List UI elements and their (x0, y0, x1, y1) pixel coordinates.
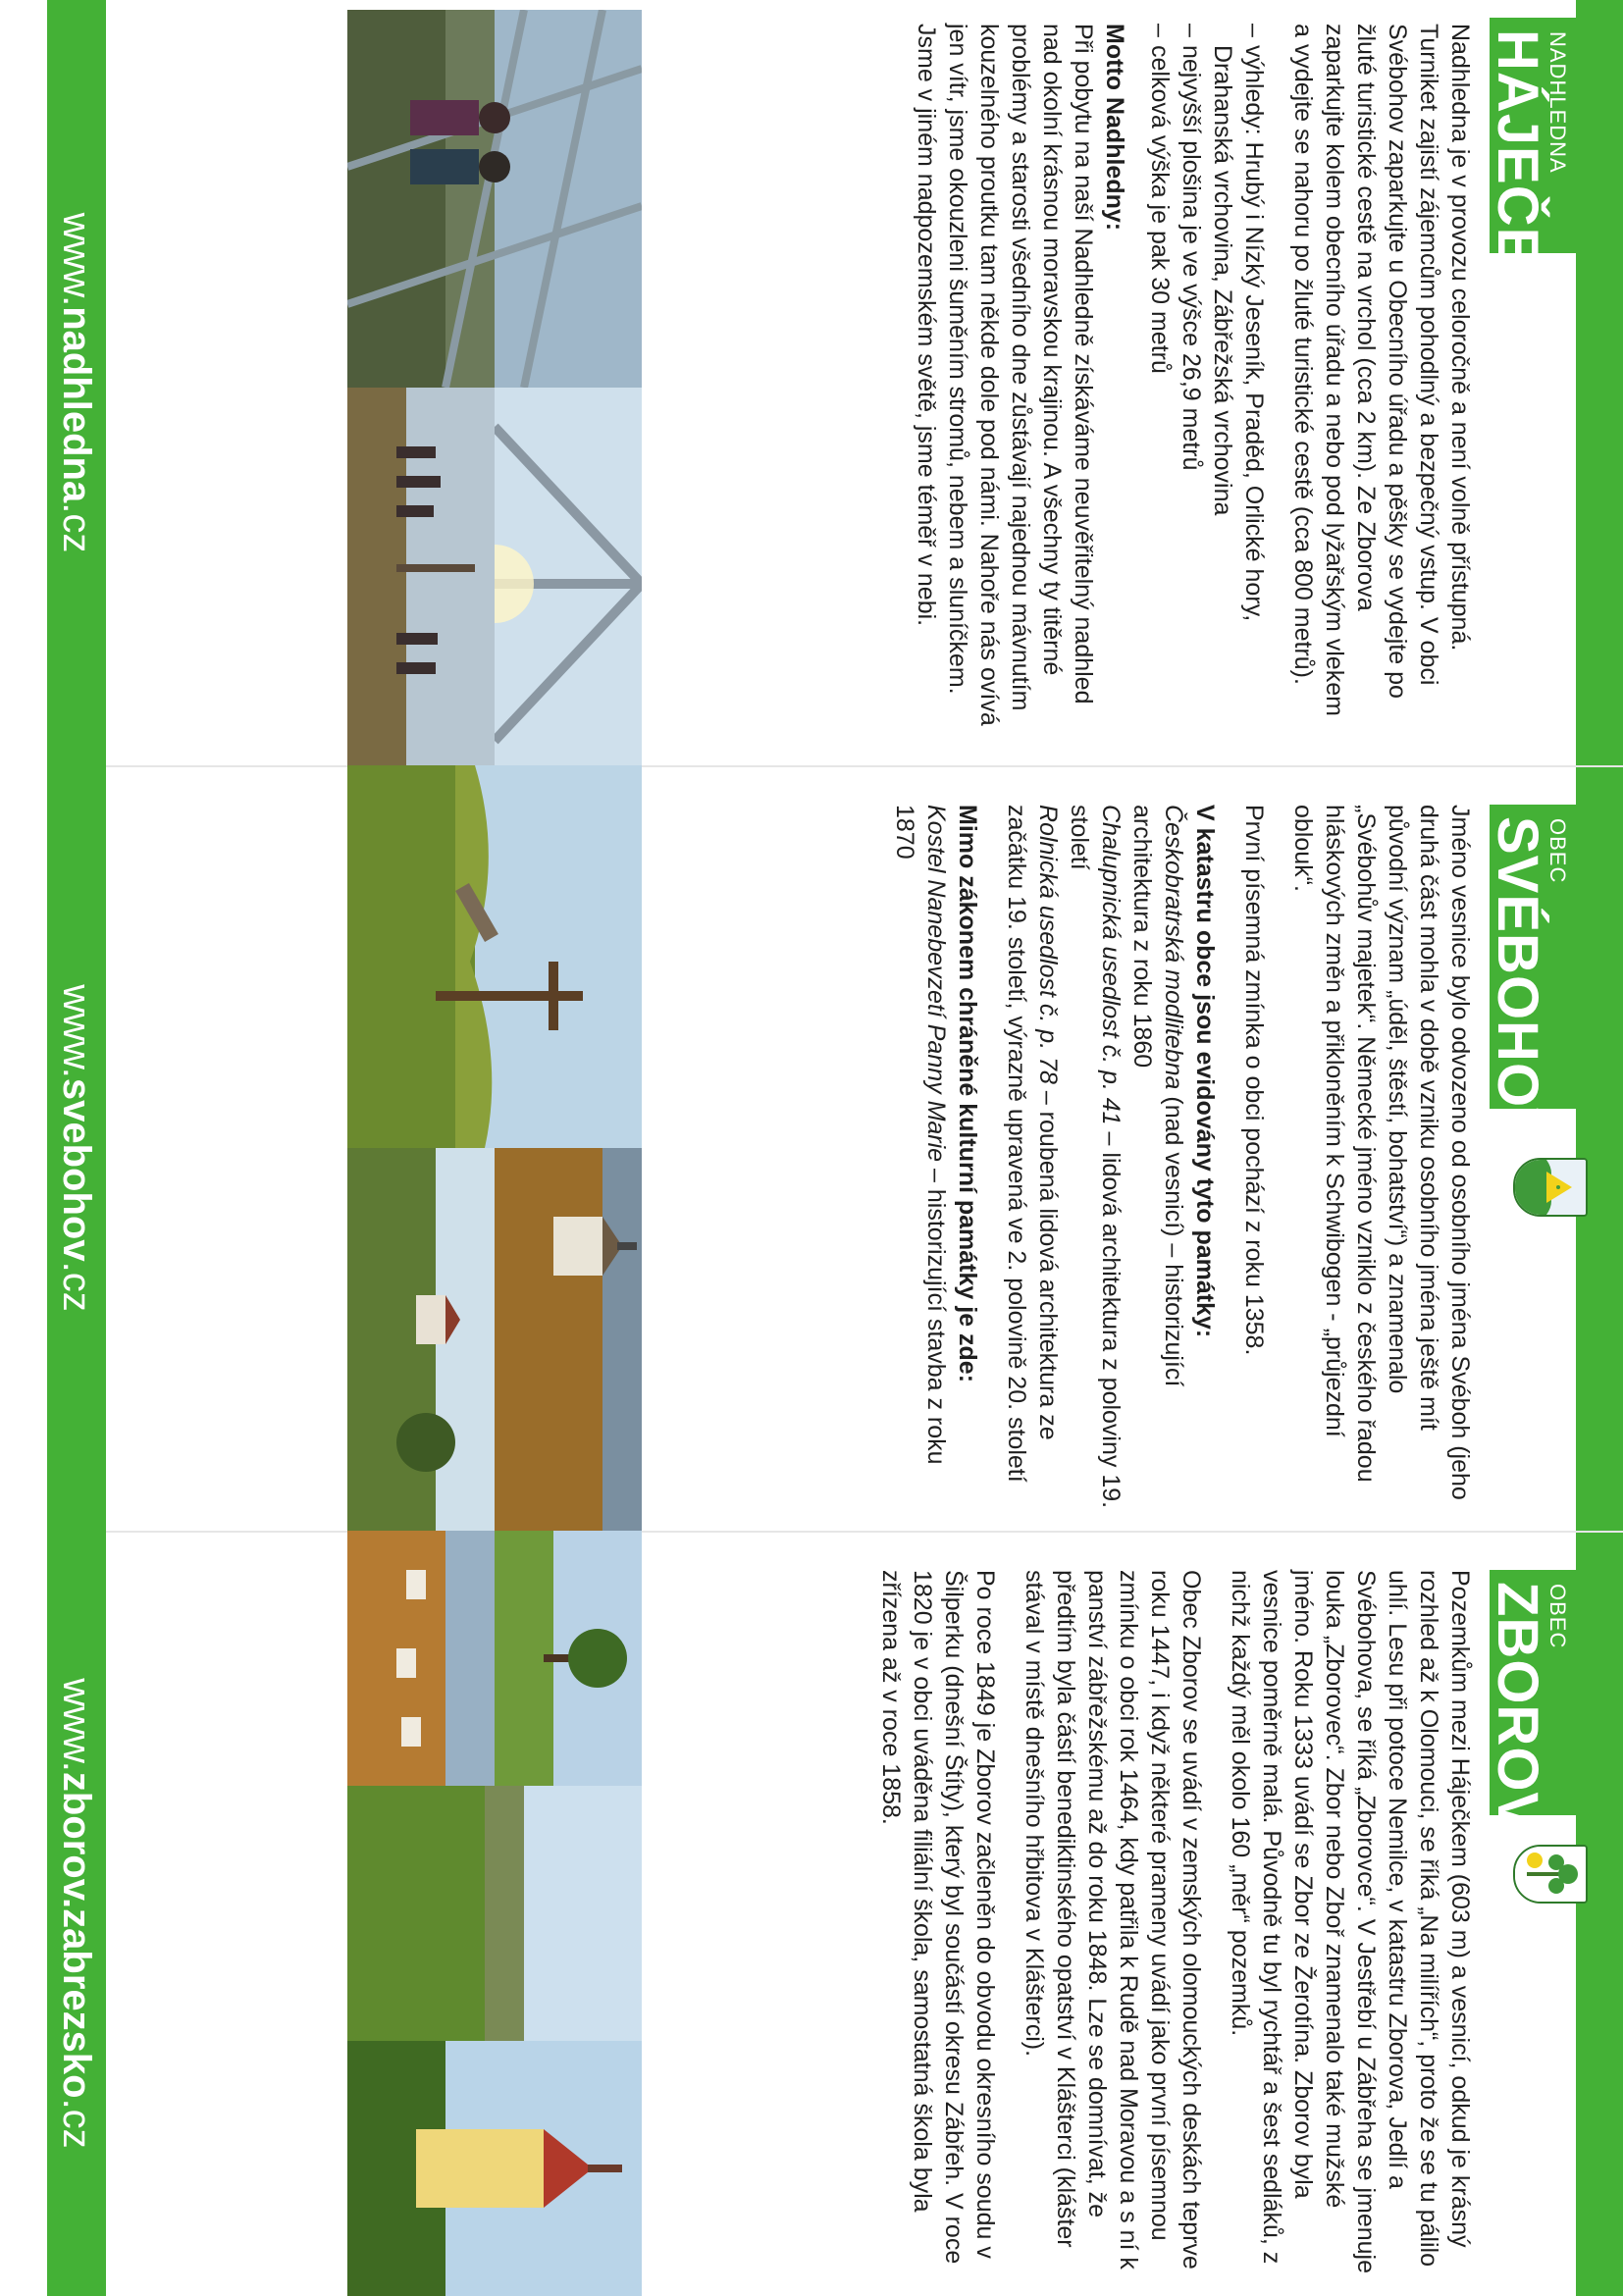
extra-monument (889, 805, 952, 1511)
photo-church-autumn (495, 1148, 642, 1531)
monuments-title: V katastru obce jsou evidovány tyto památky: (1191, 805, 1219, 1338)
zborov-coat-of-arms (1513, 1845, 1588, 1904)
hajecek-title: HÁJEČEK (1486, 29, 1549, 309)
list-item: – nejvyšší plošina je ve výšce 26,9 metrů (1176, 24, 1207, 730)
www-prefix: www. (55, 212, 98, 307)
monument-2-name: Chalupnická usedlost č. p. 41 (1097, 805, 1125, 1125)
hajecek-text (893, 24, 1476, 730)
zborov-paragraph-1: Pozemkům mezi Háječkem (603 m) a vesnicí, odkud je krásný rozhled až k Olomouci, se říká „Na milířích“, proto že se tu pálilo uhlí. Lesu při potoce Nemilce, v katastru Zborova, Jedlí a Svébohova, se říká „Zborovce“. V Jestřebí u Zábřeha se jmenuje louka „Zborovec“. Zbor nebo Zboř znamenalo také mužské jméno. Roku 1333 uvádí se Zbor ze Žerotína. Zborov byla vesnice poměrně malá. Původně tu byl rychtář a šest sedláků, z nichž každý měl okolo 160 „měr“ pozemků. (1227, 1570, 1474, 2274)
bottom-margin (0, 0, 47, 2296)
zborov-kicker: OBEC (1545, 1584, 1570, 1649)
monument-3 (1001, 805, 1064, 1511)
www-suffix: .cz (55, 502, 98, 553)
hajecek-paragraph: Nadhledna je v provozu celoročně a není volně přístupná. Turniket zajistí zájemcům pohodlný a bezpečný vstup. V obci Svébohov zaparkujte u Obecního úřadu a pěšky se vydejte po žluté turistické cestě na vrchol (cca 2 km). Ze Zborova zaparkujte kolem obecního úřadu a nebo pod lyžařským vlekem a vydejte se nahoru po žluté turistické cestě (cca 800 metrů). (1289, 24, 1474, 716)
www-prefix: www. (55, 1678, 98, 1772)
zborov-paragraph-3: Po roce 1849 je Zborov začleněn do obvodu okresního soudu v Šilperku (dnešní Štíty), který byl součástí okresu Zábřeh. V roce 1820 je v obci uváděna filiální škola, samostatná škola byla zřízena až v roce 1858. (877, 1570, 999, 2265)
monument-3-desc: – roubená lidová architektura ze začátku 19. století, výrazně upravená ve 2. polovině 20. století (1003, 805, 1062, 1483)
photo-tower-visitors (347, 10, 642, 388)
www-suffix: .cz (55, 1261, 98, 1312)
www-svebohov (47, 765, 106, 1531)
svebohov-title: SVÉBOHOV (1486, 816, 1549, 1147)
photo-village-view (347, 1148, 495, 1531)
www-suffix: .cz (55, 2098, 98, 2149)
extra-title: Mimo zákonem chráněné kulturní památky je zde: (954, 805, 981, 1383)
monument-1 (1126, 805, 1189, 1511)
monument-3-name: Rolnická usedlost č. p. 78 (1034, 805, 1062, 1084)
list-item: – celková výška je pak 30 metrů (1144, 24, 1176, 730)
motto-text: Při pobytu na naší Nadhledně získáváme neuvěřitelný nadhled nad okolní krásnou moravskou krajinou. A všechny ty titěrné problémy a starosti všedního dne zůstávají najednou mávnutím kouzelného proutku tam někde dole pod námi. Nahoře nás ovívá jen vítr, jsme okouzleni šuměním stromů, nebem a sluníčkem. Jsme v jiném nadpozemském světě, jsme téměř v nebi. (913, 24, 1097, 726)
zborov-text (858, 1570, 1476, 2276)
photo-group-hikers (347, 388, 495, 765)
svebohov-title-bar (1486, 805, 1576, 1147)
panel-hajecek (0, 0, 1623, 765)
monument-1-name: Českobratrská modlitebna (1160, 805, 1187, 1090)
hajecek-facts-list (1144, 24, 1270, 730)
hajecek-kicker: NADHLEDNA (1545, 31, 1570, 174)
www-domain: svebohov (55, 1077, 98, 1262)
monument-1-desc: (nad vesnicí) – historizující architektura z roku 1860 (1128, 805, 1187, 1387)
zborov-title-bar (1486, 1570, 1576, 1832)
extra-monument-name: Kostel Nanebevzetí Panny Marie (922, 805, 950, 1163)
list-item: – výhledy: Hrubý i Nízký Jeseník, Praděd, Orlické hory, Drahanská vrchovina, Zábřežská vrchovina (1207, 24, 1270, 730)
panel-zborov (0, 1531, 1623, 2296)
photo-tower-base (495, 388, 642, 765)
photo-village-autumn (347, 1531, 495, 1786)
zborov-paragraph-2: Obec Zborov se uvádí v zemských olomouckých deskách teprve roku 1447, i když některé prameny uvádí jako první písemnou zmínku o obci rok 1464, kdy patřila k Rudě nad Moravou a s ní k panství zábřežskému až do roku 1848. Lze se domnívat, že předtím byla částí benediktinského opatství v Klášterci (klášter stával v místě dnešního hřbitova v Klášterci). (1021, 1570, 1205, 2270)
photo-field-village (347, 1786, 642, 2041)
panel-svebohov (0, 765, 1623, 1531)
motto-title: Motto Nadhledny: (1101, 24, 1128, 232)
www-nadhledna (47, 0, 106, 765)
monument-2 (1064, 805, 1126, 1511)
monument-2-desc: – lidová architektura z poloviny 19. století (1066, 805, 1125, 1509)
extra-monument-desc: – historizující stavba z roku 1870 (891, 805, 950, 1465)
photo-lone-tree (495, 1531, 642, 1786)
zborov-title: ZBOROV (1486, 1582, 1549, 1832)
photo-chapel (347, 2041, 642, 2296)
svebohov-text (871, 805, 1476, 1511)
svebohov-paragraph-2: První písemná zmínka o obci pochází z roku 1358. (1240, 805, 1268, 1356)
www-zborov (47, 1531, 106, 2296)
hajecek-title-bar (1486, 18, 1576, 309)
www-domain: zborov.zabrezsko (55, 1771, 98, 2099)
photo-cross-meadow (347, 765, 642, 1148)
svebohov-coat-of-arms (1513, 1158, 1588, 1217)
www-domain: nadhledna (55, 306, 98, 503)
www-prefix: www. (55, 984, 98, 1078)
svebohov-kicker: OBEC (1545, 818, 1570, 884)
svebohov-paragraph-1: Jméno vesnice bylo odvozeno od osobního jména Svéboh (jeho druhá část mohla v době vzniku osobního jména ještě mít původní význam „úděl, štěstí, bohatství“) a znamenalo „Svébohův majetek“. Německé jméno vzniklo z českého řadou hláskových změn a přikloněním k Schwibogen - „průjezdní oblouk“. (1289, 805, 1474, 1500)
